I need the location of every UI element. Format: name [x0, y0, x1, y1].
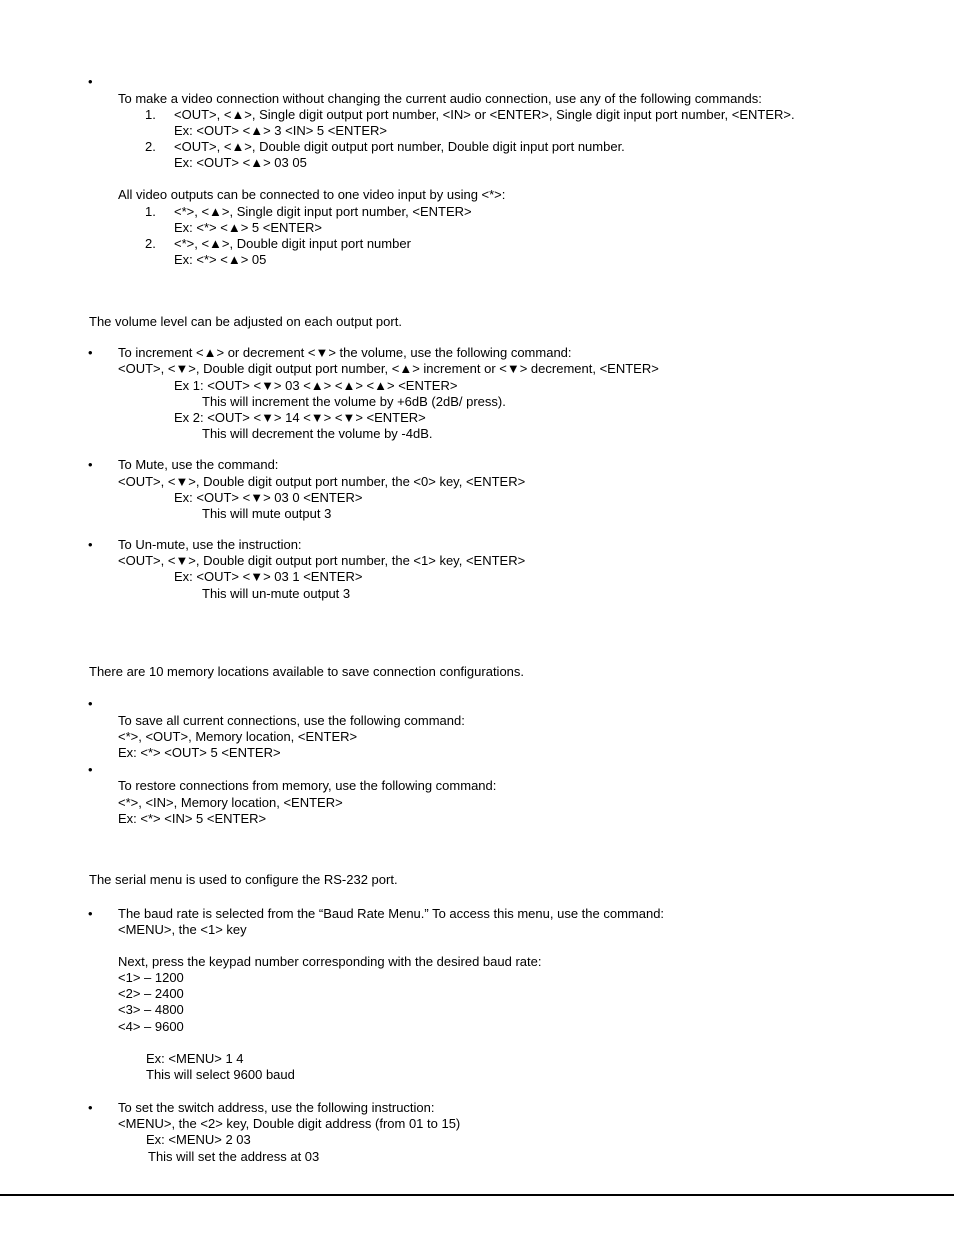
- mute-note: This will mute output 3: [202, 506, 332, 521]
- mute-cmd: <OUT>, <▼>, Double digit output port number, the <0> key, <ENTER>: [118, 474, 526, 489]
- baud-option: <4> – 9600: [118, 1019, 184, 1034]
- video-item-1-example: Ex: <OUT> <▲> 3 <IN> 5 <ENTER>: [174, 123, 388, 138]
- memory-save-intro: To save all current connections, use the following command:: [118, 713, 465, 728]
- baud-option: <2> – 2400: [118, 986, 184, 1001]
- volume-ex2-note: This will decrement the volume by -4dB.: [202, 426, 433, 441]
- memory-restore-cmd: <*>, <IN>, Memory location, <ENTER>: [118, 795, 343, 810]
- volume-inc-title: To increment <▲> or decrement <▼> the volume, use the following command:: [118, 345, 572, 360]
- bullet-address: •: [88, 1100, 93, 1115]
- unmute-example: Ex: <OUT> <▼> 03 1 <ENTER>: [174, 569, 363, 584]
- mute-title: To Mute, use the command:: [118, 457, 279, 472]
- video-all-item-2-cmd: <*>, <▲>, Double digit input port number: [174, 236, 411, 251]
- bullet-video: •: [88, 74, 93, 89]
- mute-example: Ex: <OUT> <▼> 03 0 <ENTER>: [174, 490, 363, 505]
- video-all-intro: All video outputs can be connected to one video input by using <*>:: [118, 187, 506, 202]
- bullet-memory-restore: •: [88, 762, 93, 777]
- video-item-2-example: Ex: <OUT> <▲> 03 05: [174, 155, 307, 170]
- unmute-cmd: <OUT>, <▼>, Double digit output port number, the <1> key, <ENTER>: [118, 553, 526, 568]
- baud-option: <3> – 4800: [118, 1002, 184, 1017]
- footer-rule: [0, 1194, 954, 1196]
- video-item-1-cmd: <OUT>, <▲>, Single digit output port number, <IN> or <ENTER>, Single digit input port number, <ENTER>.: [174, 107, 795, 122]
- memory-restore-example: Ex: <*> <IN> 5 <ENTER>: [118, 811, 267, 826]
- baud-example: Ex: <MENU> 1 4: [146, 1051, 244, 1066]
- address-cmd: <MENU>, the <2> key, Double digit address (from 01 to 15): [118, 1116, 461, 1131]
- address-note: This will set the address at 03: [148, 1149, 320, 1164]
- baud-next: Next, press the keypad number corresponding with the desired baud rate:: [118, 954, 542, 969]
- bullet-mute: •: [88, 457, 93, 472]
- video-all-item-2-example: Ex: <*> <▲> 05: [174, 252, 267, 267]
- volume-ex1: Ex 1: <OUT> <▼> 03 <▲> <▲> <▲> <ENTER>: [174, 378, 458, 393]
- unmute-title: To Un-mute, use the instruction:: [118, 537, 302, 552]
- address-title: To set the switch address, use the following instruction:: [118, 1100, 435, 1115]
- bullet-volume-inc: •: [88, 345, 93, 360]
- baud-title: The baud rate is selected from the “Baud Rate Menu.” To access this menu, use the command:: [118, 906, 665, 921]
- video-all-item-2-num: 2.: [145, 236, 156, 251]
- bullet-baud: •: [88, 906, 93, 921]
- serial-intro: The serial menu is used to configure the RS-232 port.: [89, 872, 398, 887]
- bullet-unmute: •: [88, 537, 93, 552]
- unmute-note: This will un-mute output 3: [202, 586, 351, 601]
- video-all-item-1-example: Ex: <*> <▲> 5 <ENTER>: [174, 220, 322, 235]
- video-all-item-1-num: 1.: [145, 204, 156, 219]
- volume-ex1-note: This will increment the volume by +6dB (2dB/ press).: [202, 394, 506, 409]
- volume-intro: The volume level can be adjusted on each output port.: [89, 314, 402, 329]
- baud-cmd: <MENU>, the <1> key: [118, 922, 247, 937]
- video-item-2-cmd: <OUT>, <▲>, Double digit output port number, Double digit input port number.: [174, 139, 625, 154]
- memory-save-cmd: <*>, <OUT>, Memory location, <ENTER>: [118, 729, 358, 744]
- memory-save-example: Ex: <*> <OUT> 5 <ENTER>: [118, 745, 281, 760]
- memory-restore-intro: To restore connections from memory, use the following command:: [118, 778, 497, 793]
- video-item-1-num: 1.: [145, 107, 156, 122]
- baud-option: <1> – 1200: [118, 970, 184, 985]
- volume-inc-cmd: <OUT>, <▼>, Double digit output port number, <▲> increment or <▼> decrement, <ENTER>: [118, 361, 659, 376]
- video-item-2-num: 2.: [145, 139, 156, 154]
- memory-intro: There are 10 memory locations available to save connection configurations.: [89, 664, 525, 679]
- baud-note: This will select 9600 baud: [146, 1067, 295, 1082]
- video-all-item-1-cmd: <*>, <▲>, Single digit input port number, <ENTER>: [174, 204, 472, 219]
- address-example: Ex: <MENU> 2 03: [146, 1132, 251, 1147]
- video-intro: To make a video connection without changing the current audio connection, use any of the following commands:: [118, 91, 762, 106]
- bullet-memory-save: •: [88, 696, 93, 711]
- volume-ex2: Ex 2: <OUT> <▼> 14 <▼> <▼> <ENTER>: [174, 410, 426, 425]
